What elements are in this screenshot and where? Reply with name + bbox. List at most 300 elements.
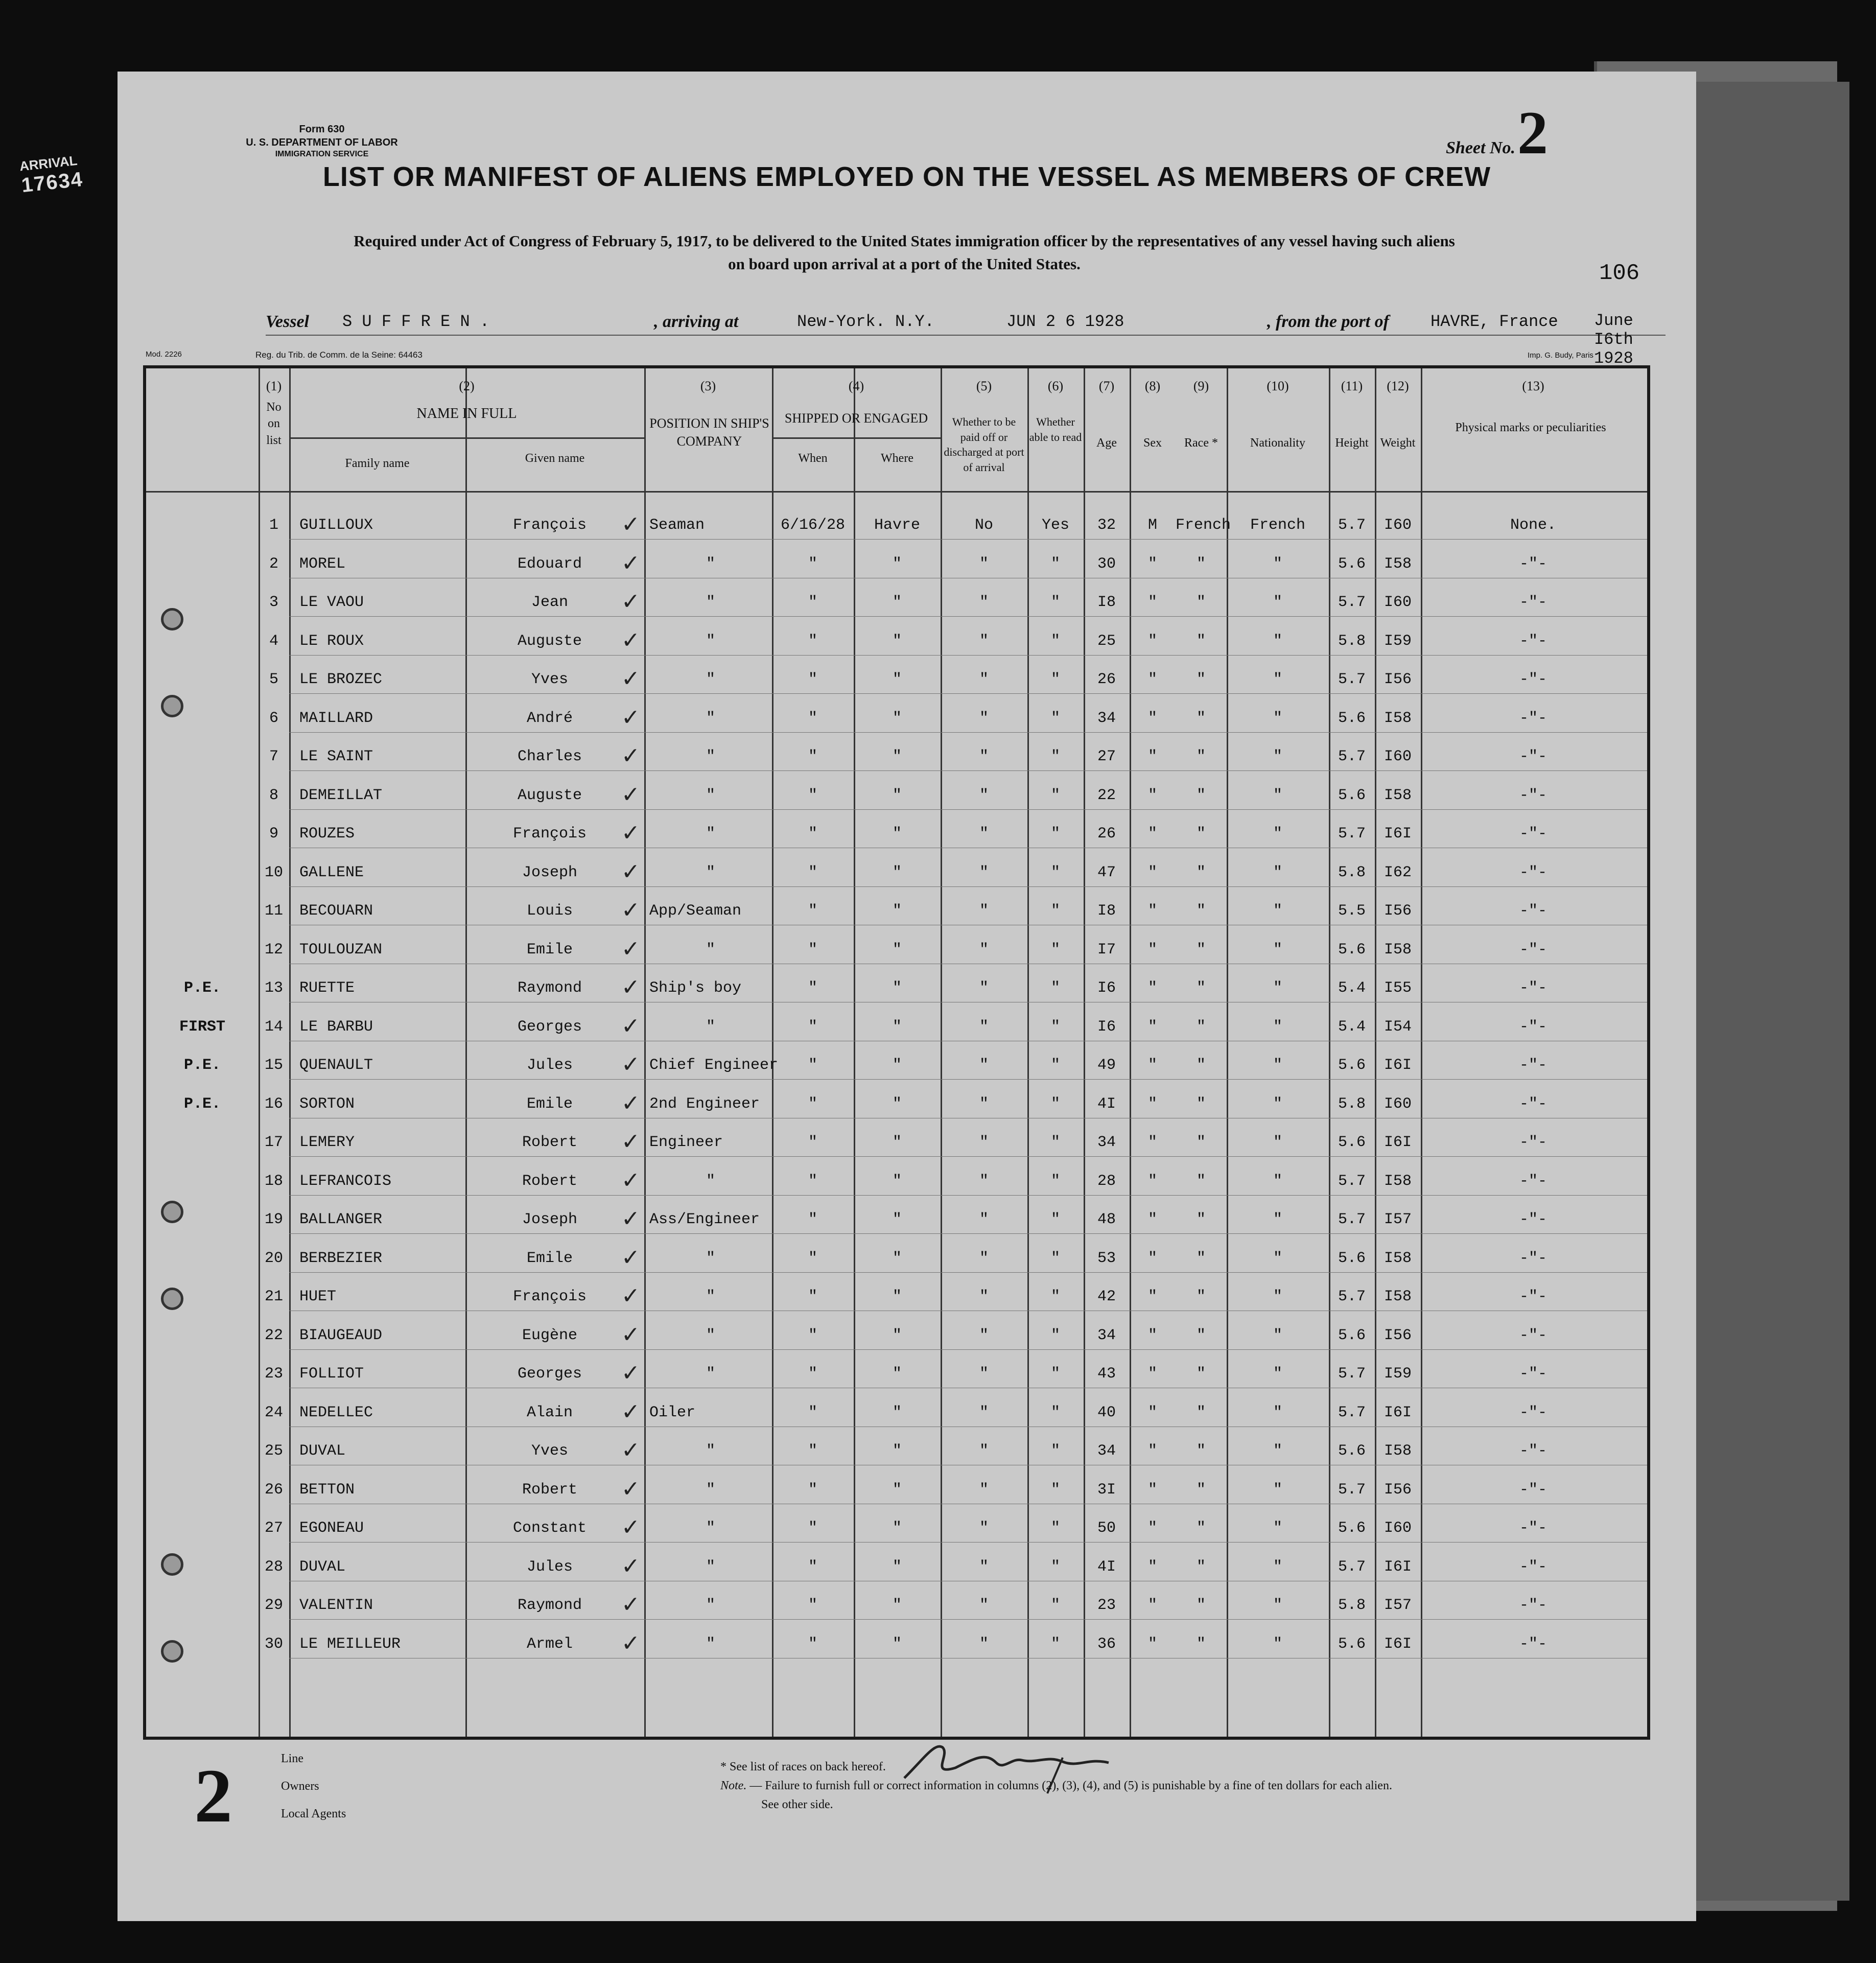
row-number: 11 <box>264 902 283 920</box>
shipped-where: " <box>892 1172 902 1190</box>
physical-marks: -"- <box>1519 1481 1547 1499</box>
race: " <box>1196 748 1206 765</box>
family-name: SORTON <box>299 1095 355 1113</box>
height: 5.6 <box>1338 786 1366 804</box>
row-divider <box>289 1542 1647 1543</box>
position: " <box>706 1326 715 1344</box>
race: " <box>1196 1249 1206 1267</box>
row-divider <box>289 693 1647 694</box>
sex: " <box>1147 671 1157 688</box>
given-name: Auguste <box>517 632 582 650</box>
col-5-number: (5) <box>976 379 992 393</box>
row-number: 20 <box>264 1249 283 1267</box>
sex: " <box>1147 1057 1157 1074</box>
race: " <box>1196 1018 1206 1036</box>
col-7-number: (7) <box>1098 379 1115 393</box>
paid-off: " <box>979 555 989 573</box>
weight: I56 <box>1383 1326 1412 1344</box>
sex: " <box>1147 979 1157 997</box>
height: 5.6 <box>1338 1442 1366 1460</box>
shipped-where: " <box>892 979 902 997</box>
nationality: " <box>1273 786 1282 804</box>
physical-marks: -"- <box>1519 863 1547 881</box>
physical-marks: None. <box>1510 517 1556 534</box>
sex: " <box>1147 1558 1157 1576</box>
weight: I6I <box>1383 1635 1412 1653</box>
height: 5.6 <box>1338 1520 1366 1537</box>
shipped-where: " <box>892 1442 902 1460</box>
able-to-read: " <box>1050 786 1060 804</box>
sex: " <box>1147 555 1157 573</box>
race: " <box>1196 1211 1206 1228</box>
col-13-header: Physical marks or peculiarities <box>1455 421 1606 434</box>
able-to-read: " <box>1050 1365 1060 1383</box>
row-divider <box>289 1156 1647 1157</box>
shipped-when: " <box>808 1635 817 1653</box>
given-name: François <box>512 1288 587 1305</box>
weight: I60 <box>1383 748 1412 765</box>
age: 27 <box>1097 748 1116 765</box>
nationality: " <box>1273 1057 1282 1074</box>
height: 5.7 <box>1338 1558 1366 1576</box>
race: " <box>1196 1635 1206 1653</box>
weight: I6I <box>1383 1057 1412 1074</box>
able-to-read: " <box>1050 1635 1060 1653</box>
margin-note: FIRST <box>179 1018 225 1036</box>
race: " <box>1196 941 1206 959</box>
weight: I62 <box>1383 863 1412 881</box>
given-name: André <box>526 709 573 727</box>
check-mark: ✓ <box>621 627 640 653</box>
check-mark: ✓ <box>621 512 640 537</box>
margin-note: P.E. <box>183 1095 221 1113</box>
weight: I59 <box>1383 1365 1412 1383</box>
row-divider <box>289 1079 1647 1080</box>
weight: I59 <box>1383 632 1412 650</box>
family-name: LEFRANCOIS <box>299 1172 392 1190</box>
height: 5.8 <box>1338 863 1366 881</box>
col-4-header: SHIPPED OR ENGAGED <box>784 411 928 426</box>
check-mark: ✓ <box>621 1515 640 1540</box>
age: 26 <box>1097 825 1116 843</box>
col-6-header: Whether able to read <box>1029 415 1082 443</box>
physical-marks: -"- <box>1519 1597 1547 1614</box>
given-name: Alain <box>526 1404 573 1421</box>
race: " <box>1196 1288 1206 1305</box>
given-name: Robert <box>522 1172 578 1190</box>
height: 5.8 <box>1338 632 1366 650</box>
col-7-header: Age <box>1096 436 1117 450</box>
check-mark: ✓ <box>621 1361 640 1386</box>
shipped-where: " <box>892 1520 902 1537</box>
weight: I58 <box>1383 1288 1412 1305</box>
shipped-when: " <box>808 863 817 881</box>
physical-marks: -"- <box>1519 1172 1547 1190</box>
check-mark: ✓ <box>621 859 640 884</box>
race: " <box>1196 786 1206 804</box>
nationality: " <box>1273 1288 1282 1305</box>
able-to-read: " <box>1050 1558 1060 1576</box>
race: " <box>1196 1057 1206 1074</box>
col-12-number: (12) <box>1387 379 1409 393</box>
nationality: " <box>1273 594 1282 611</box>
physical-marks: -"- <box>1519 671 1547 688</box>
weight: I58 <box>1383 1172 1412 1190</box>
family-name: BECOUARN <box>299 902 373 920</box>
nationality: " <box>1273 979 1282 997</box>
height: 5.7 <box>1338 1481 1366 1499</box>
family-name: EGONEAU <box>299 1520 364 1537</box>
row-divider <box>289 616 1647 617</box>
weight: I57 <box>1383 1211 1412 1228</box>
crew-manifest-table <box>143 365 1650 1740</box>
nationality: " <box>1273 825 1282 843</box>
family-name: BIAUGEAUD <box>299 1326 383 1344</box>
given-name: Yves <box>531 1442 568 1460</box>
height: 5.4 <box>1338 1018 1366 1036</box>
position: Ship's boy <box>649 979 742 997</box>
family-name: MAILLARD <box>299 709 373 727</box>
position: " <box>706 1520 715 1537</box>
age: I7 <box>1097 941 1116 959</box>
physical-marks: -"- <box>1519 1018 1547 1036</box>
race: " <box>1196 1597 1206 1614</box>
able-to-read: " <box>1050 1442 1060 1460</box>
race: " <box>1196 671 1206 688</box>
col-9-number: (9) <box>1193 379 1209 393</box>
height: 5.6 <box>1338 555 1366 573</box>
able-to-read: " <box>1050 902 1060 920</box>
able-to-read: " <box>1050 1057 1060 1074</box>
race: " <box>1196 594 1206 611</box>
row-divider <box>289 886 1647 887</box>
sex: " <box>1147 1481 1157 1499</box>
row-number: 27 <box>264 1520 283 1537</box>
position: " <box>706 863 715 881</box>
check-mark: ✓ <box>621 1438 640 1463</box>
line-label: Line <box>281 1752 303 1765</box>
col-11-header: Height <box>1335 436 1369 450</box>
nationality: " <box>1273 1326 1282 1344</box>
shipped-when: " <box>808 1211 817 1228</box>
given-name: Louis <box>526 902 573 920</box>
check-mark: ✓ <box>621 589 640 614</box>
able-to-read: Yes <box>1041 517 1069 534</box>
shipped-when: " <box>808 555 817 573</box>
sex: " <box>1147 1635 1157 1653</box>
height: 5.8 <box>1338 1095 1366 1113</box>
check-mark: ✓ <box>621 898 640 923</box>
row-number: 3 <box>269 594 278 611</box>
height: 5.7 <box>1338 1404 1366 1421</box>
shipped-where: " <box>892 1057 902 1074</box>
position: Seaman <box>649 517 705 534</box>
position: " <box>706 1018 715 1036</box>
race: " <box>1196 825 1206 843</box>
height: 5.4 <box>1338 979 1366 997</box>
shipped-where: Havre <box>874 517 920 534</box>
row-number: 7 <box>269 748 278 765</box>
race: " <box>1196 902 1206 920</box>
able-to-read: " <box>1050 1326 1060 1344</box>
given-name: Yves <box>531 671 568 688</box>
position: Chief Engineer <box>649 1057 779 1074</box>
able-to-read: " <box>1050 1520 1060 1537</box>
age: 34 <box>1097 1134 1116 1151</box>
form-header <box>179 123 465 160</box>
physical-marks: -"- <box>1519 1442 1547 1460</box>
given-name: Joseph <box>522 1211 578 1228</box>
paid-off: " <box>979 632 989 650</box>
height: 5.7 <box>1338 671 1366 688</box>
shipped-where: " <box>892 863 902 881</box>
age: 26 <box>1097 671 1116 688</box>
position: " <box>706 1442 715 1460</box>
check-mark: ✓ <box>621 1630 640 1656</box>
race: " <box>1196 1172 1206 1190</box>
shipped-where: " <box>892 1326 902 1344</box>
check-mark: ✓ <box>621 1476 640 1502</box>
age: 28 <box>1097 1172 1116 1190</box>
able-to-read: " <box>1050 1288 1060 1305</box>
physical-marks: -"- <box>1519 632 1547 650</box>
family-name: NEDELLEC <box>299 1404 373 1421</box>
shipped-when: " <box>808 825 817 843</box>
paid-off: " <box>979 902 989 920</box>
shipped-when: " <box>808 1442 817 1460</box>
paid-off: " <box>979 941 989 959</box>
able-to-read: " <box>1050 1249 1060 1267</box>
shipped-when: " <box>808 632 817 650</box>
shipped-where: " <box>892 555 902 573</box>
shipped-when: " <box>808 1057 817 1074</box>
position: " <box>706 632 715 650</box>
mod-line: Mod. 2226 <box>146 350 182 359</box>
col-4-number: (4) <box>848 379 864 393</box>
given-name: Emile <box>526 1249 573 1267</box>
col-13-number: (13) <box>1522 379 1544 393</box>
race: " <box>1196 1095 1206 1113</box>
able-to-read: " <box>1050 1597 1060 1614</box>
weight: I56 <box>1383 902 1412 920</box>
position: " <box>706 786 715 804</box>
col-10-number: (10) <box>1267 379 1289 393</box>
family-name: QUENAULT <box>299 1057 373 1074</box>
check-mark: ✓ <box>621 1206 640 1231</box>
age: 30 <box>1097 555 1116 573</box>
able-to-read: " <box>1050 1095 1060 1113</box>
subtitle-line-2: on board upon arrival at a port of the United States. <box>728 254 1081 273</box>
sex: " <box>1147 1134 1157 1151</box>
height: 5.7 <box>1338 1211 1366 1228</box>
race: " <box>1196 1326 1206 1344</box>
row-number: 28 <box>264 1558 283 1576</box>
physical-marks: -"- <box>1519 709 1547 727</box>
position: " <box>706 1288 715 1305</box>
row-number: 21 <box>264 1288 283 1305</box>
row-divider <box>289 1233 1647 1234</box>
note-label: Note. <box>720 1779 747 1793</box>
position: " <box>706 594 715 611</box>
row-number: 24 <box>264 1404 283 1421</box>
shipped-when: 6/16/28 <box>780 517 846 534</box>
age: I8 <box>1097 902 1116 920</box>
sex: " <box>1147 1365 1157 1383</box>
paid-off: " <box>979 1095 989 1113</box>
check-mark: ✓ <box>621 550 640 576</box>
paid-off: " <box>979 1134 989 1151</box>
paid-off: No <box>974 517 993 534</box>
nationality: " <box>1273 1095 1282 1113</box>
age: 43 <box>1097 1365 1116 1383</box>
family-name: LE VAOU <box>299 594 364 611</box>
paid-off: " <box>979 709 989 727</box>
height: 5.6 <box>1338 709 1366 727</box>
family-name: BALLANGER <box>299 1211 383 1228</box>
row-number: 22 <box>264 1326 283 1344</box>
shipped-when: " <box>808 1365 817 1383</box>
physical-marks: -"- <box>1519 979 1547 997</box>
department-name: U. S. DEPARTMENT OF LABOR <box>246 137 398 148</box>
sex: " <box>1147 594 1157 611</box>
col-4b-header: Where <box>881 452 913 465</box>
age: 36 <box>1097 1635 1116 1653</box>
sheet-number: 2 <box>1517 99 1548 167</box>
check-mark: ✓ <box>621 743 640 768</box>
paid-off: " <box>979 1057 989 1074</box>
shipped-when: " <box>808 1558 817 1576</box>
sex: M <box>1147 517 1157 534</box>
position: " <box>706 1481 715 1499</box>
family-name: LE MEILLEUR <box>299 1635 401 1653</box>
row-number: 10 <box>264 863 283 881</box>
height: 5.6 <box>1338 1249 1366 1267</box>
row-divider <box>289 809 1647 810</box>
footer-notes <box>720 1758 1392 1815</box>
position: " <box>706 1172 715 1190</box>
given-name: Raymond <box>517 979 582 997</box>
paid-off: " <box>979 1442 989 1460</box>
height: 5.6 <box>1338 941 1366 959</box>
sex: " <box>1147 941 1157 959</box>
weight: I58 <box>1383 709 1412 727</box>
race: " <box>1196 979 1206 997</box>
sex: " <box>1147 1095 1157 1113</box>
weight: I58 <box>1383 786 1412 804</box>
weight: I58 <box>1383 1249 1412 1267</box>
check-mark: ✓ <box>621 1167 640 1193</box>
row-divider <box>289 1195 1647 1196</box>
weight: I6I <box>1383 1404 1412 1421</box>
family-name: GALLENE <box>299 863 364 881</box>
shipped-where: " <box>892 1211 902 1228</box>
given-name: Charles <box>517 748 582 765</box>
physical-marks: -"- <box>1519 1326 1547 1344</box>
subtitle-line-1: Required under Act of Congress of February 5, 1917, to be delivered to the United States immigration officer by the representatives of any vessel having such aliens <box>354 232 1455 250</box>
paid-off: " <box>979 1558 989 1576</box>
row-number: 8 <box>269 786 278 804</box>
check-mark: ✓ <box>621 821 640 846</box>
row-number: 16 <box>264 1095 283 1113</box>
arrival-stamp <box>19 148 125 197</box>
given-name: Joseph <box>522 863 578 881</box>
sex: " <box>1147 1249 1157 1267</box>
shipped-when: " <box>808 1597 817 1614</box>
able-to-read: " <box>1050 1134 1060 1151</box>
shipped-when: " <box>808 1018 817 1036</box>
col-8-header: Sex <box>1143 436 1162 450</box>
row-number: 17 <box>264 1134 283 1151</box>
given-name: François <box>512 825 587 843</box>
height: 5.7 <box>1338 517 1366 534</box>
paid-off: " <box>979 1597 989 1614</box>
physical-marks: -"- <box>1519 594 1547 611</box>
shipped-when: " <box>808 1095 817 1113</box>
sex: " <box>1147 632 1157 650</box>
family-name: BERBEZIER <box>299 1249 383 1267</box>
penalty-note <box>720 1777 1392 1795</box>
age: 34 <box>1097 1442 1116 1460</box>
race: " <box>1196 1481 1206 1499</box>
able-to-read: " <box>1050 1018 1060 1036</box>
weight: I6I <box>1383 1558 1412 1576</box>
age: 32 <box>1097 517 1116 534</box>
race: " <box>1196 632 1206 650</box>
age: 34 <box>1097 1326 1116 1344</box>
weight: I60 <box>1383 1520 1412 1537</box>
age: 23 <box>1097 1597 1116 1614</box>
check-mark: ✓ <box>621 1592 640 1617</box>
paid-off: " <box>979 825 989 843</box>
family-name: BETTON <box>299 1481 355 1499</box>
weight: I58 <box>1383 1442 1412 1460</box>
sex: " <box>1147 748 1157 765</box>
sex: " <box>1147 1442 1157 1460</box>
check-mark: ✓ <box>621 1399 640 1424</box>
shipped-when: " <box>808 941 817 959</box>
able-to-read: " <box>1050 979 1060 997</box>
check-mark: ✓ <box>621 1052 640 1077</box>
row-number: 6 <box>269 709 278 727</box>
col-5-header: Whether to be paid off or discharged at port of arrival <box>944 415 1024 474</box>
nationality: " <box>1273 1404 1282 1421</box>
weight: I56 <box>1383 1481 1412 1499</box>
sex: " <box>1147 1018 1157 1036</box>
age: 4I <box>1097 1095 1116 1113</box>
row-divider <box>289 1349 1647 1350</box>
physical-marks: -"- <box>1519 1288 1547 1305</box>
physical-marks: -"- <box>1519 1404 1547 1421</box>
shipped-when: " <box>808 1520 817 1537</box>
family-name: ROUZES <box>299 825 355 843</box>
shipped-when: " <box>808 1481 817 1499</box>
given-name: Robert <box>522 1481 578 1499</box>
col-2-header: NAME IN FULL <box>416 406 517 422</box>
given-name: Emile <box>526 941 573 959</box>
physical-marks: -"- <box>1519 786 1547 804</box>
check-mark: ✓ <box>621 705 640 730</box>
nationality: " <box>1273 1520 1282 1537</box>
shipped-where: " <box>892 1481 902 1499</box>
shipped-when: " <box>808 594 817 611</box>
physical-marks: -"- <box>1519 1057 1547 1074</box>
col-10-header: Nationality <box>1250 436 1305 450</box>
age: 4I <box>1097 1558 1116 1576</box>
shipped-where: " <box>892 1288 902 1305</box>
registration-line: Reg. du Trib. de Comm. de la Seine: 64463 <box>255 350 423 360</box>
height: 5.7 <box>1338 1172 1366 1190</box>
position: Oiler <box>649 1404 696 1421</box>
